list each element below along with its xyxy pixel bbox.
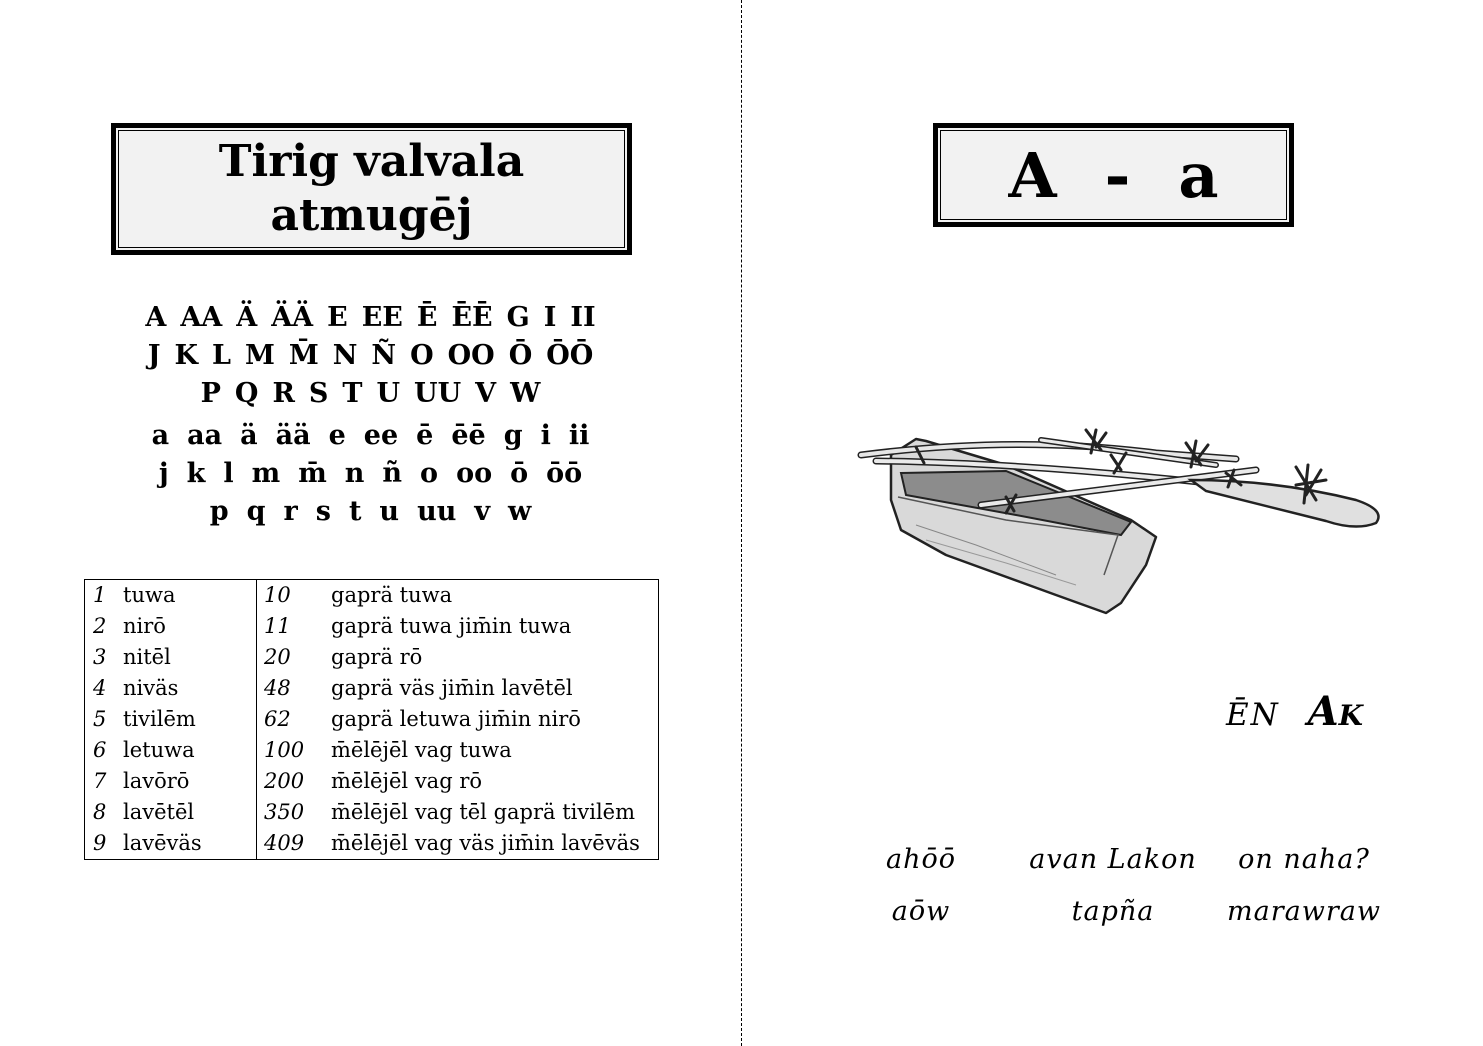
- number-word-cell: nitēl: [123, 642, 257, 673]
- book-title-line1: Tirig valvala: [218, 136, 525, 187]
- numeral-cell: 6: [93, 738, 107, 762]
- number-row: [85, 673, 659, 704]
- alphabet-letter: ÄÄ: [271, 302, 314, 333]
- alphabet-letter: T: [342, 378, 363, 409]
- number-word-cell: lavētēl: [123, 797, 257, 828]
- alphabet-letter: j: [158, 458, 169, 489]
- alphabet-letter: Ē: [416, 302, 438, 333]
- number-word-cell: gaprä väs jim̄in lavētēl: [331, 676, 573, 700]
- numeral-cell: 11: [264, 614, 291, 638]
- alphabet-letter: R: [272, 378, 295, 409]
- alphabet-letter: k: [186, 458, 206, 489]
- alphabet-letter: P: [200, 378, 221, 409]
- number-word-cell: gaprä tuwa jim̄in tuwa: [331, 614, 572, 638]
- alphabet-letter: O: [410, 340, 434, 371]
- numeral-cell: 8: [93, 800, 107, 824]
- number-word-cell: gaprä rō: [331, 645, 423, 669]
- phrase-word: aōw: [891, 896, 951, 927]
- number-row: [85, 580, 659, 612]
- alphabet-letter: ää: [275, 420, 311, 451]
- alphabet-letter: p: [209, 496, 229, 527]
- alphabet-letter: m: [251, 458, 281, 489]
- page-fold-divider: [741, 0, 742, 1046]
- number-word-cell: gaprä tuwa: [331, 583, 453, 607]
- number-word-cell: m̄ēlējēl vag tuwa: [331, 738, 512, 762]
- alphabet-letter: K: [174, 340, 198, 371]
- number-row: [85, 642, 659, 673]
- alphabet-letter: ō: [510, 458, 529, 489]
- numbers-table: [84, 579, 659, 860]
- number-word-cell: gaprä letuwa jim̄in nirō: [331, 707, 581, 731]
- numeral-cell: 10: [264, 583, 291, 607]
- book-title-line2: atmugēj: [270, 190, 473, 241]
- letter-dash: -: [1104, 138, 1131, 212]
- phrase-word: ahōō: [886, 844, 956, 875]
- number-row: [85, 797, 659, 828]
- alphabet-letter: w: [508, 496, 532, 527]
- number-word-cell: lavōrō: [123, 766, 257, 797]
- alphabet-letter: s: [315, 496, 331, 527]
- alphabet-letter: Ō: [508, 340, 533, 371]
- number-word-cell: tivilēm: [123, 704, 257, 735]
- alphabet-letter: E: [327, 302, 348, 333]
- alphabet-letter: v: [474, 496, 491, 527]
- keyword-english: ĒN: [1226, 697, 1280, 733]
- numeral-cell: 3: [93, 645, 107, 669]
- alphabet-letter: ēē: [451, 420, 486, 451]
- numeral-cell: 4: [93, 676, 107, 700]
- alphabet-letter: u: [379, 496, 400, 527]
- alphabet-letter: M: [244, 340, 275, 371]
- number-row: [85, 735, 659, 766]
- alphabet-letter: EE: [361, 302, 403, 333]
- number-word-cell: tuwa: [123, 580, 257, 612]
- outrigger-canoe-illustration: [856, 425, 1386, 617]
- numeral-cell: 7: [93, 769, 107, 793]
- alphabet-letter: o: [420, 458, 439, 489]
- phrase-word: marawraw: [1227, 896, 1381, 927]
- numeral-cell: 62: [264, 707, 291, 731]
- number-row: [85, 828, 659, 860]
- alphabet-letter: V: [475, 378, 497, 409]
- number-row: [85, 766, 659, 797]
- numeral-cell: 2: [93, 614, 107, 638]
- alphabet-letter: uu: [417, 496, 457, 527]
- alphabet-row: [0, 455, 741, 493]
- alphabet-letter: m̄: [298, 458, 327, 489]
- phrase-word: avan Lakon: [1029, 844, 1197, 875]
- alphabet-letter: aa: [187, 420, 223, 451]
- alphabet-letter: ē: [416, 420, 434, 451]
- uppercase-alphabet: [0, 299, 741, 413]
- alphabet-letter: Ä: [236, 302, 258, 333]
- alphabet-letter: U: [376, 378, 401, 409]
- alphabet-letter: I: [543, 302, 557, 333]
- number-word-cell: m̄ēlējēl vag väs jim̄in lavēväs: [331, 831, 640, 855]
- number-word-cell: niväs: [123, 673, 257, 704]
- numeral-cell: 9: [93, 831, 107, 855]
- alphabet-row: [0, 417, 741, 455]
- alphabet-letter: Q: [234, 378, 259, 409]
- alphabet-letter: i: [540, 420, 551, 451]
- alphabet-letter: e: [328, 420, 346, 451]
- numeral-cell: 200: [264, 769, 305, 793]
- alphabet-letter: N: [332, 340, 358, 371]
- alphabet-letter: l: [223, 458, 234, 489]
- alphabet-letter: ii: [568, 420, 590, 451]
- alphabet-letter: ñ: [382, 458, 403, 489]
- alphabet-letter: W: [510, 378, 541, 409]
- numeral-cell: 48: [264, 676, 291, 700]
- alphabet-letter: g: [503, 420, 523, 451]
- number-row: [85, 704, 659, 735]
- alphabet-letter: II: [570, 302, 596, 333]
- keyword-vernacular: Ak: [1307, 688, 1363, 735]
- alphabet-letter: M̄: [288, 340, 319, 371]
- numeral-cell: 100: [264, 738, 305, 762]
- alphabet-letter: t: [348, 496, 362, 527]
- letter-keyword: [1226, 688, 1363, 735]
- number-row: [85, 611, 659, 642]
- letter-lowercase: a: [1178, 138, 1219, 212]
- numeral-cell: 409: [264, 831, 305, 855]
- phrase-word: on naha?: [1238, 844, 1370, 875]
- alphabet-row: [0, 299, 741, 337]
- numeral-cell: 1: [93, 583, 107, 607]
- phrase-word: tapña: [1071, 896, 1155, 927]
- letter-uppercase: A: [1008, 138, 1057, 212]
- alphabet-row: [0, 493, 741, 531]
- number-word-cell: lavēväs: [123, 828, 257, 860]
- alphabet-letter: q: [246, 496, 266, 527]
- number-word-cell: m̄ēlējēl vag rō: [331, 769, 482, 793]
- alphabet-letter: G: [506, 302, 530, 333]
- alphabet-letter: ĒĒ: [451, 302, 493, 333]
- alphabet-letter: ŌŌ: [546, 340, 594, 371]
- number-word-cell: m̄ēlējēl vag tēl gaprä tivilēm: [331, 800, 636, 824]
- number-word-cell: nirō: [123, 611, 257, 642]
- letter-title-box: [933, 123, 1294, 227]
- alphabet-letter: oo: [456, 458, 493, 489]
- alphabet-letter: L: [211, 340, 231, 371]
- lowercase-alphabet: [0, 417, 741, 531]
- alphabet-letter: AA: [180, 302, 223, 333]
- numeral-cell: 350: [264, 800, 305, 824]
- alphabet-row: [0, 375, 741, 413]
- alphabet-letter: ee: [363, 420, 399, 451]
- alphabet-letter: J: [147, 340, 161, 371]
- alphabet-letter: ōō: [546, 458, 583, 489]
- alphabet-letter: UU: [414, 378, 462, 409]
- alphabet-letter: r: [283, 496, 298, 527]
- alphabet-letter: n: [344, 458, 365, 489]
- numeral-cell: 20: [264, 645, 291, 669]
- alphabet-row: [0, 337, 741, 375]
- alphabet-letter: ä: [240, 420, 258, 451]
- alphabet-letter: A: [145, 302, 167, 333]
- alphabet-letter: S: [308, 378, 329, 409]
- book-title-box: [111, 123, 632, 255]
- alphabet-letter: OO: [447, 340, 495, 371]
- alphabet-letter: a: [151, 420, 170, 451]
- number-word-cell: letuwa: [123, 735, 257, 766]
- alphabet-letter: Ñ: [371, 340, 397, 371]
- numeral-cell: 5: [93, 707, 107, 731]
